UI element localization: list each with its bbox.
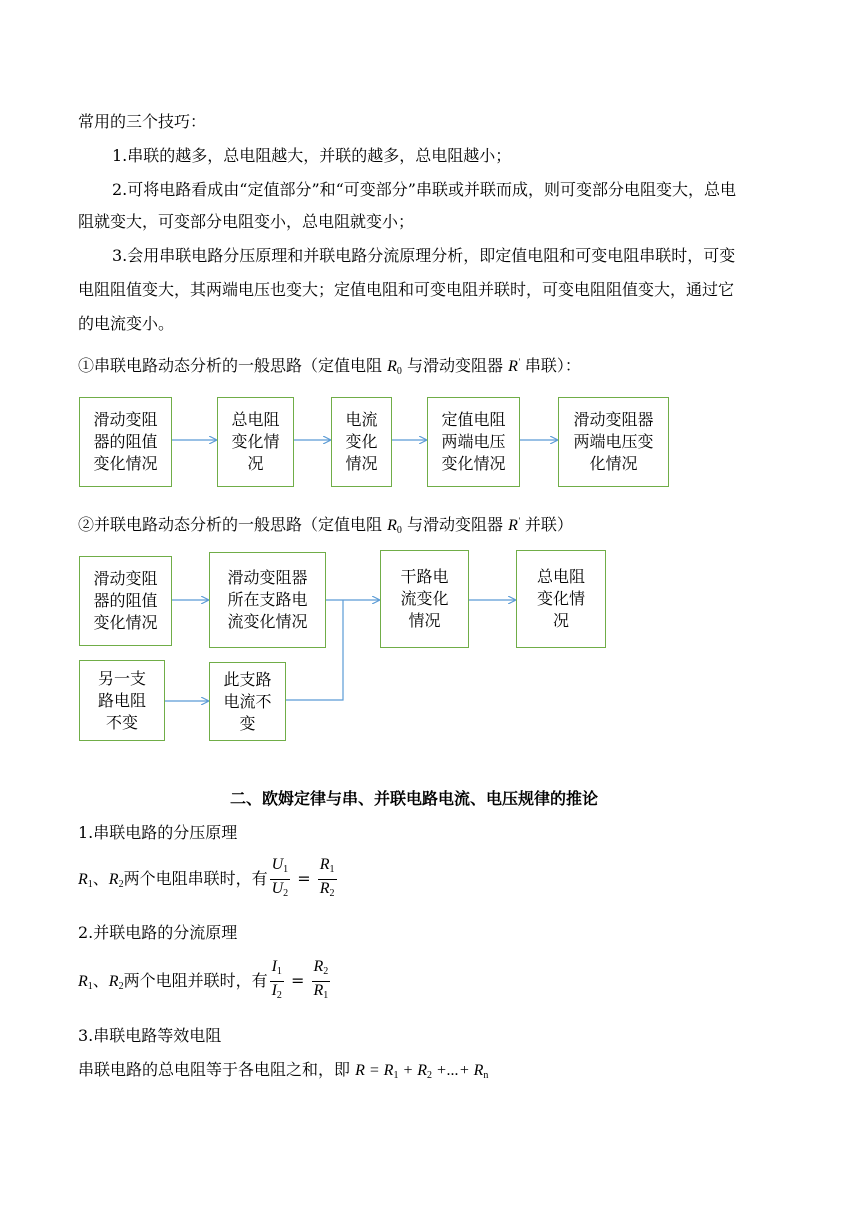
item-3-title: 3.串联电路等效电阻 [78,1026,222,1045]
item-1-formula [78,856,339,907]
voltage-ratio: $\frac{U_1}{U_2}$ [271,856,289,899]
item-1-text: 两个电阻串联时，有 [123,869,268,888]
equivalent-resistance-formula: $R = R_1 + R_2$ +...+ $R_n$ [355,1062,489,1081]
parallel-box-other-branch: 另一支 路电阻 不变 [79,660,165,741]
resistance-ratio: $\frac{R_1}{R_2}$ [319,856,335,899]
series-box-rheostat-voltage: 滑动变阻器 两端电压变 化情况 [558,397,669,487]
r1-symbol: $R_1$ [78,871,93,890]
inverse-resistance-ratio: $\frac{R_2}{R_1}$ [313,958,329,1001]
parallel-flow-caption [78,511,573,541]
series-box-fixed-voltage: 定值电阻 两端电压 变化情况 [427,397,520,487]
section-2-heading: 二、欧姆定律与串、并联电路电流、电压规律的推论 [230,789,599,808]
parallel-caption-pre: ②并联电路动态分析的一般思路（定值电阻 [78,515,383,534]
r2-symbol-2: $R_2$ [108,973,124,992]
series-box-rheostat: 滑动变阻 器的阻值 变化情况 [79,397,172,487]
item-3-formula [78,1060,488,1086]
tip-1: 1.串联的越多，总电阻越大，并联的越多，总电阻越小； [112,146,512,165]
series-flow-caption [78,352,581,382]
item-2-title: 2.并联电路的分流原理 [78,923,238,942]
tip-3-line-2: 电阻阻值变大，其两端电压也变大；定值电阻和可变电阻并联时，可变电阻阻值变大，通过它 [78,280,735,299]
equals-sign-2: = [285,971,310,990]
tip-3-line-3: 的电流变小。 [78,314,175,333]
item-2-text: 两个电阻并联时，有 [123,971,268,990]
tip-2-line-1: 2.可将电路看成由“定值部分”和“可变部分”串联或并联而成，则可变部分电阻变大，总电 [112,180,736,199]
series-caption-pre: ①串联电路动态分析的一般思路（定值电阻 [78,356,383,375]
item-1-title: 1.串联电路的分压原理 [78,823,238,842]
parallel-box-rheostat: 滑动变阻 器的阻值 变化情况 [79,556,172,646]
equals-sign-1: = [292,869,316,888]
comma-2: 、 [92,971,109,990]
item-2-formula [78,958,332,1009]
parallel-caption-post: 并联） [524,515,573,534]
current-ratio: $\frac{I_1}{I_2}$ [271,958,282,1001]
r0-symbol: $R_0$ [387,358,402,377]
parallel-caption-mid: 与滑动变阻器 [406,515,503,534]
comma-1: 、 [92,869,109,888]
r0-symbol-2: $R_0$ [387,517,402,536]
series-caption-post: 串联）： [524,356,581,375]
parallel-box-main-current: 干路电 流变化 情况 [380,550,469,648]
parallel-box-total-resistance: 总电阻 变化情 况 [516,550,606,648]
r1-symbol-2: $R_1$ [78,973,93,992]
series-caption-mid: 与滑动变阻器 [406,356,503,375]
r-prime-symbol-2: R' [508,516,520,534]
series-box-current: 电流 变化 情况 [331,397,392,487]
tip-3-line-1: 3.会用串联电路分压原理和并联电路分流原理分析，即定值电阻和可变电阻串联时，可变 [112,246,736,265]
tip-2-line-2: 阻就变大，可变部分电阻变小，总电阻就变小； [78,212,415,231]
series-box-total-resistance: 总电阻 变化情 况 [217,397,294,487]
parallel-box-this-branch: 此支路 电流不 变 [209,662,286,741]
intro-title: 常用的三个技巧： [78,112,207,131]
r2-symbol: $R_2$ [108,871,124,890]
r-prime-symbol: R' [508,357,520,375]
parallel-box-branch-current: 滑动变阻器 所在支路电 流变化情况 [209,552,326,648]
item-3-text: 串联电路的总电阻等于各电阻之和，即 [78,1060,351,1079]
